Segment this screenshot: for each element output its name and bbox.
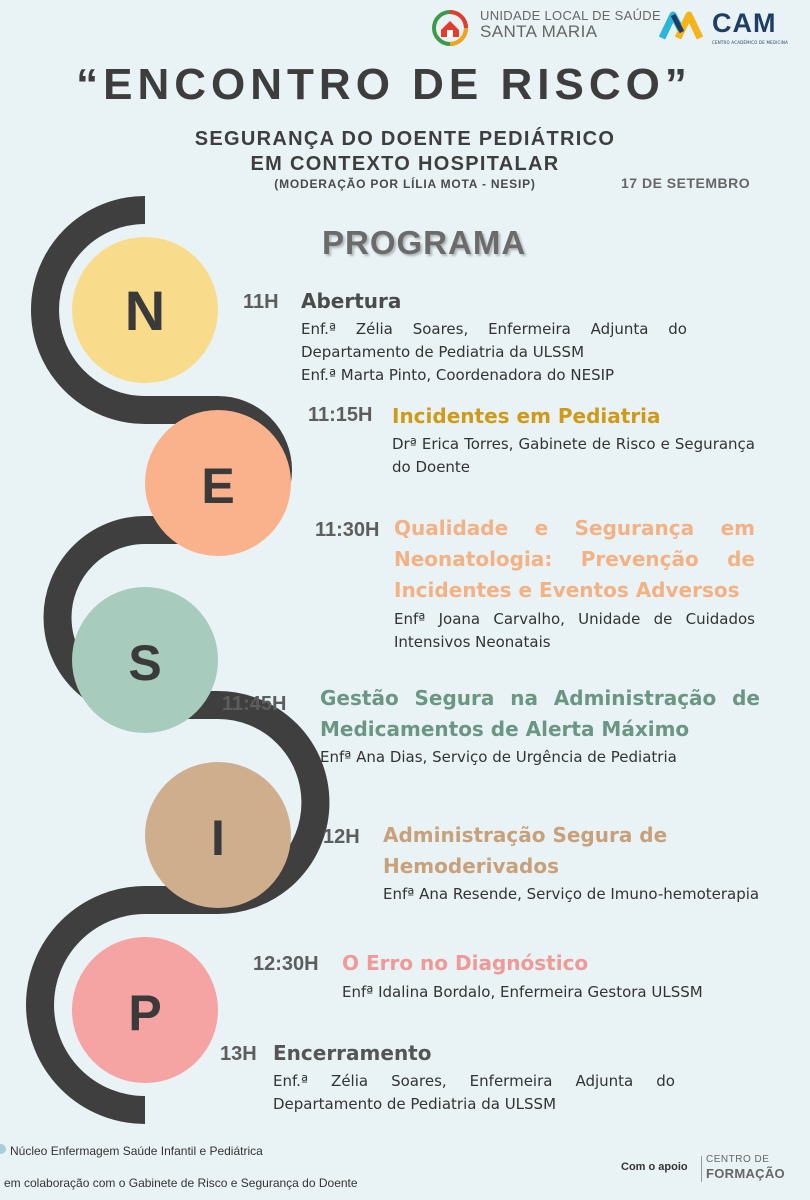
event-time: 11:30H — [315, 519, 380, 541]
event-time: 11H — [243, 291, 279, 313]
event-description — [301, 318, 687, 387]
footer-divider — [701, 1156, 702, 1182]
letter-s: S — [128, 635, 162, 691]
event-title: Incidentes em Pediatria — [392, 404, 661, 428]
uls-line2: SANTA MARIA — [480, 21, 598, 41]
event-time: 11:45H — [222, 693, 287, 715]
event-speaker: Drª Erica Torres, Gabinete de Risco e Segurança do Doente — [392, 435, 755, 476]
event-speaker: Enf.ª Zélia Soares, Enfermeira Adjunta do Departamento de Pediatria da ULSSM — [273, 1072, 675, 1113]
event-time: 12H — [323, 826, 360, 848]
event-speaker: Enf.ª Marta Pinto, Coordenadora do NESIP — [301, 366, 615, 384]
event-title: Administração Segura de Hemoderivados — [383, 823, 668, 878]
cam-subtext: CENTRO ACADÉMICO DE MEDICINA — [712, 40, 789, 45]
event-date: 17 DE SETEMBRO — [621, 175, 751, 191]
event-title: Abertura — [301, 289, 402, 313]
event-speaker: Enfª Ana Dias, Serviço de Urgência de Pediatria — [320, 748, 677, 766]
letter-n: N — [124, 279, 166, 342]
support-label: Com o apoio — [621, 1161, 688, 1173]
letter-p: P — [128, 985, 162, 1041]
letter-i: I — [211, 810, 225, 866]
cf-line2: FORMAÇÃO — [706, 1166, 785, 1181]
event-title: O Erro no Diagnóstico — [342, 951, 589, 975]
subtitle-line2: EM CONTEXTO HOSPITALAR — [250, 153, 560, 175]
uls-line1: UNIDADE LOCAL DE SAÚDE — [480, 8, 661, 23]
subtitle-line1: SEGURANÇA DO DOENTE PEDIÁTRICO — [194, 128, 616, 150]
moderation-note: (MODERAÇÃO POR LÍLIA MOTA - NESIP) — [274, 177, 536, 191]
event-title: Qualidade e Segurança em Neonatologia: Prevenção de Incidentes e Eventos Adversos — [394, 516, 755, 602]
footer-organizer: Núcleo Enfermagem Saúde Infantil e Pediátrica — [10, 1144, 263, 1158]
event-time: 13H — [220, 1043, 257, 1065]
footer-collaboration: em colaboração com o Gabinete de Risco e Segurança do Doente — [4, 1176, 358, 1190]
page-title: “ENCONTRO DE RISCO” — [76, 60, 692, 109]
event-speaker: Enfª Idalina Bordalo, Enfermeira Gestora ULSSM — [342, 983, 703, 1001]
event-title: Gestão Segura na Administração de Medicamentos de Alerta Máximo — [320, 686, 760, 741]
event-time: 11:15H — [308, 404, 373, 426]
letter-e: E — [201, 458, 235, 514]
event-title: Encerramento — [273, 1041, 432, 1065]
event-speaker: Enf.ª Zélia Soares, Enfermeira Adjunta do Departamento de Pediatria da ULSSM — [301, 320, 687, 361]
programa-heading: PROGRAMA — [322, 224, 527, 261]
event-speaker: Enfª Ana Resende, Serviço de Imuno-hemoterapia — [383, 885, 760, 903]
cf-line1: CENTRO DE — [706, 1154, 770, 1165]
centro-formacao-logo — [706, 1155, 785, 1180]
event-speaker: Enfª Joana Carvalho, Unidade de Cuidados Intensivos Neonatais — [394, 610, 755, 651]
cam-name: CAM — [712, 8, 777, 38]
event-time: 12:30H — [253, 953, 319, 975]
